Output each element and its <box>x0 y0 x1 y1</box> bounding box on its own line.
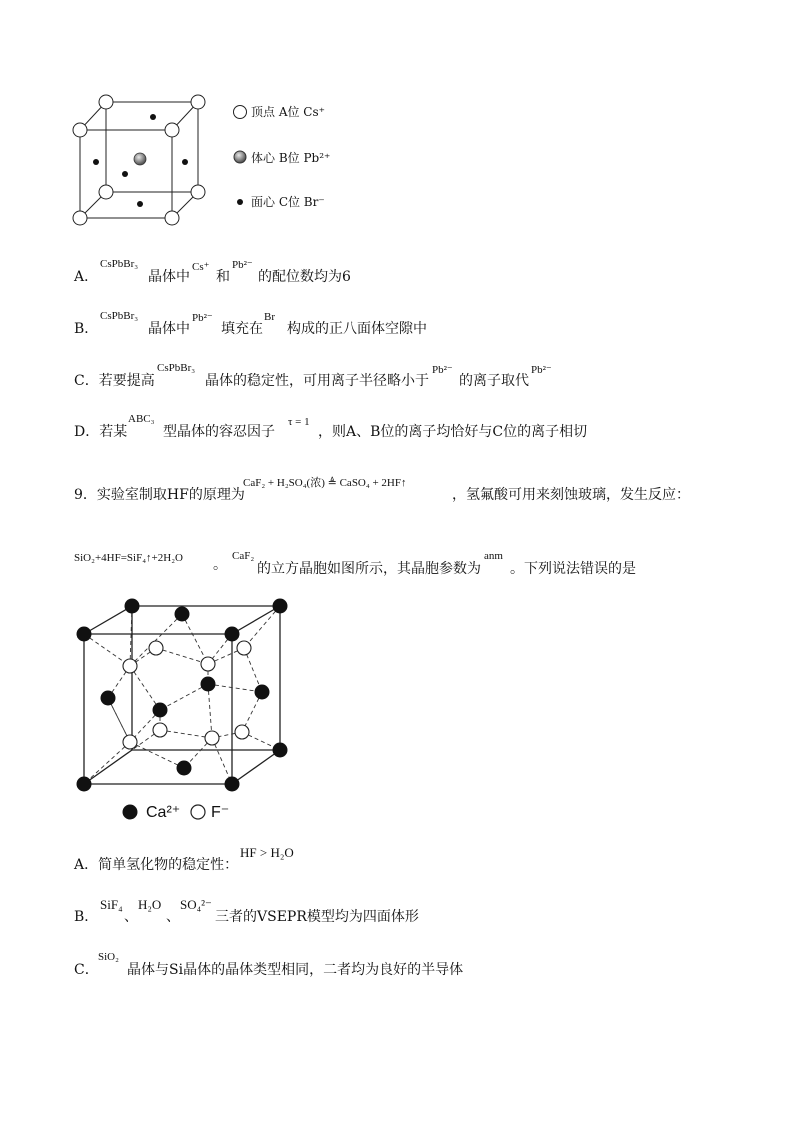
options8-b-ion2: Br <box>264 311 275 323</box>
q9-number: 9．实验室制取HF的原理为 <box>74 487 245 503</box>
legend-ca-icon <box>123 805 138 820</box>
options8-c-ion1: Pb²⁻ <box>432 364 453 376</box>
options8-d-formula: ABC₃ <box>128 413 155 425</box>
fluorite-cell-figure <box>68 592 298 824</box>
options8-c-t2: 的离子取代 <box>459 373 529 389</box>
q9-eq1: CaF₂ + H₂SO₄(浓) ≜ CaSO₄ + 2HF↑ <box>243 477 407 489</box>
options8-b-t1: 晶体中 <box>148 321 190 337</box>
options9-a-prefix: A．简单氢化物的稳定性： <box>74 857 239 873</box>
options9-b-t1: 三者的VSEPR模型均为四面体形 <box>215 909 419 925</box>
options8-a-ion2: Pb²⁻ <box>232 259 253 271</box>
options8-b-t2: 填充在 <box>221 321 263 337</box>
options8-c-prefix: C．若要提高 <box>74 373 155 389</box>
q9-tail1: ，氢氟酸可用来刻蚀玻璃，发生反应： <box>452 487 690 503</box>
options8-d-t1: 型晶体的容忍因子 <box>163 424 275 440</box>
options9-c-prefix: C． <box>74 962 99 978</box>
legend-label-c: 面心 C位 Br⁻ <box>251 195 325 209</box>
options8-c-formula: CsPbBr₃ <box>157 362 196 374</box>
options9-b-sep1: 、 <box>124 909 138 925</box>
options8-b-t3: 构成的正八面体空隙中 <box>287 321 427 337</box>
options9-b-sep2: 、 <box>166 909 180 925</box>
options9-c-t1: 晶体与Si晶体的晶体类型相同，二者均为良好的半导体 <box>127 962 464 978</box>
q9-t2: 的立方晶胞如图所示，其晶胞参数为 <box>257 561 481 577</box>
legend-label-a: 顶点 A位 Cs⁺ <box>251 105 325 119</box>
options8-a-t2: 和 <box>216 269 230 285</box>
legend-gray-icon <box>232 149 248 165</box>
options9-b-f2: H₂O <box>138 897 162 912</box>
options8-b-formula: CsPbBr₃ <box>100 310 139 322</box>
options8-a-ion1: Cs⁺ <box>192 261 210 273</box>
options9-b-prefix: B． <box>74 909 99 925</box>
q9-dot: 。 <box>213 557 227 573</box>
q9-eq2: SiO₂+4HF=SiF₄↑+2H₂O <box>74 552 183 564</box>
q9-param: anm <box>484 550 503 562</box>
options8-a-t1: 晶体中 <box>148 269 190 285</box>
options9-b-f1: SiF₄ <box>100 897 123 912</box>
legend-f-label: F⁻ <box>211 804 230 821</box>
options8-a-t3: 的配位数均为6 <box>258 269 351 285</box>
options8-c-ion2: Pb²⁻ <box>531 364 552 376</box>
options9-c-formula: SiO₂ <box>98 951 119 963</box>
legend-ca-label: Ca²⁺ <box>146 804 181 821</box>
options8-b-prefix: B． <box>74 321 99 337</box>
legend-hollow-icon <box>232 104 248 120</box>
options9-b-f3: SO₄²⁻ <box>180 897 212 912</box>
options8-d-t2: ，则A、B位的离子均恰好与C位的离子相切 <box>318 424 588 440</box>
options8-d-tau: τ = 1 <box>288 416 310 428</box>
legend-label-b: 体心 B位 Pb²⁺ <box>251 151 331 165</box>
options9-a-formula: HF > H₂O <box>240 845 294 860</box>
q9-formula: CaF₂ <box>232 550 255 562</box>
options8-d-prefix: D．若某 <box>74 424 128 440</box>
perovskite-cell-figure <box>60 88 230 228</box>
options8-c-t1: 晶体的稳定性，可用离子半径略小于 <box>205 373 429 389</box>
q9-t3: 。下列说法错误的是 <box>510 561 636 577</box>
legend-f-icon <box>191 805 205 819</box>
legend-dot-icon <box>234 196 246 208</box>
body-center-atom <box>134 153 146 165</box>
options8-a-prefix: A． <box>74 269 99 285</box>
options8-a-formula: CsPbBr₃ <box>100 258 139 270</box>
options8-b-ion1: Pb²⁻ <box>192 312 213 324</box>
